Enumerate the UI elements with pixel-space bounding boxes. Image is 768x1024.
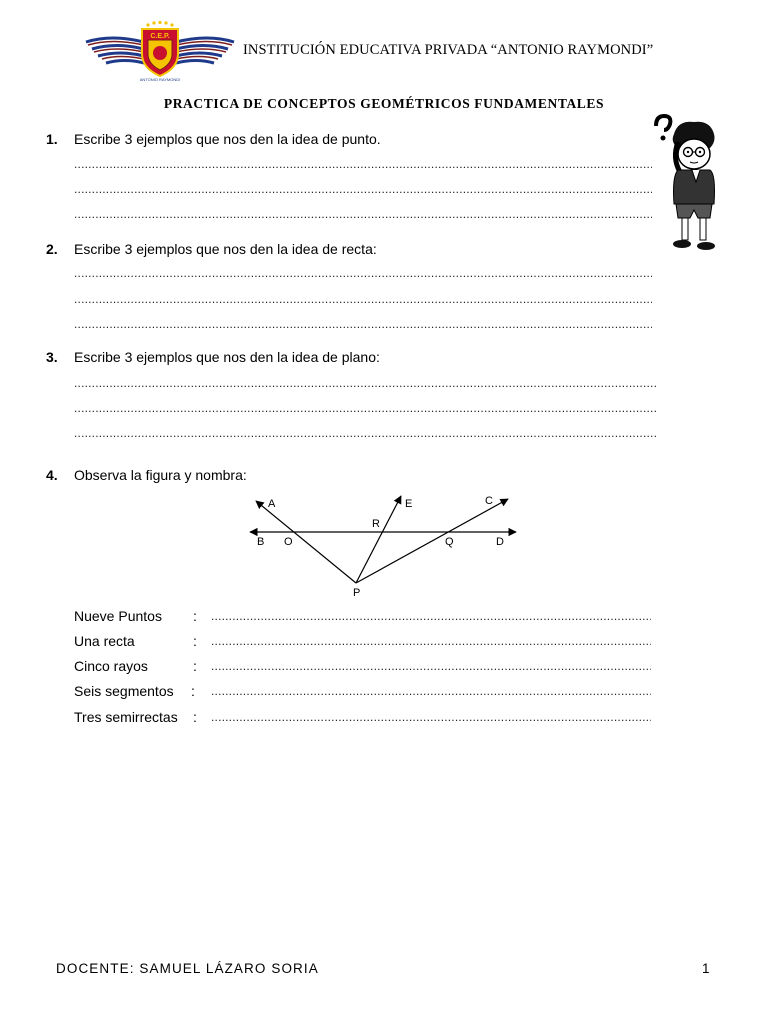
page-number: 1	[702, 961, 710, 976]
teacher-name: DOCENTE: SAMUEL LÁZARO SORIA	[56, 961, 319, 976]
answer-line[interactable]	[74, 266, 652, 280]
geometry-figure	[240, 488, 530, 603]
point-label-e: E	[405, 498, 413, 510]
answer-line[interactable]	[74, 182, 652, 196]
answer-line[interactable]	[74, 157, 652, 171]
answer-label: Tres semirrectas	[74, 709, 178, 725]
question-1-number: 1.	[46, 131, 58, 147]
answer-line[interactable]	[211, 634, 651, 648]
logo-caption: ANTONIO RAYMONDI	[139, 77, 181, 82]
answer-line[interactable]	[74, 426, 656, 440]
page-title: PRACTICA DE CONCEPTOS GEOMÉTRICOS FUNDAMENTALES	[163, 96, 605, 111]
point-label-p: P	[353, 587, 361, 599]
winged-shield-logo-icon	[82, 20, 238, 82]
geometry-figure-svg	[240, 488, 530, 603]
question-2-text: Escribe 3 ejemplos que nos den la idea de recta:	[74, 241, 377, 257]
ray-pc	[356, 499, 508, 583]
answer-line[interactable]	[211, 609, 651, 623]
point-label-r: R	[372, 518, 380, 530]
question-4-text: Observa la figura y nombra:	[74, 467, 247, 483]
answer-label: Cinco rayos	[74, 658, 148, 674]
question-3-number: 3.	[46, 349, 58, 365]
answer-line[interactable]	[74, 317, 652, 331]
answer-label: Una recta	[74, 633, 135, 649]
answer-line[interactable]	[211, 710, 651, 724]
point-label-q: Q	[445, 536, 454, 548]
school-logo	[82, 20, 238, 80]
answer-colon: :	[193, 608, 197, 624]
thinking-boy-illustration	[644, 112, 728, 257]
ray-pa	[256, 501, 356, 583]
answer-colon: :	[193, 633, 197, 649]
logo-text: C.E.P.	[150, 33, 170, 40]
answer-line[interactable]	[211, 684, 651, 698]
question-1-text: Escribe 3 ejemplos que nos den la idea de punto.	[74, 131, 381, 147]
answer-line[interactable]	[74, 207, 652, 221]
point-label-b: B	[257, 536, 265, 548]
answer-colon: :	[193, 709, 197, 725]
point-label-c: C	[485, 495, 493, 507]
answer-line[interactable]	[74, 376, 656, 390]
answer-line[interactable]	[74, 401, 656, 415]
answer-line[interactable]	[74, 292, 652, 306]
answer-line[interactable]	[211, 659, 651, 673]
point-label-o: O	[284, 536, 293, 548]
answer-colon: :	[191, 683, 195, 699]
institution-title: INSTITUCIÓN EDUCATIVA PRIVADA “ANTONIO RAYMONDI”	[243, 42, 654, 58]
answer-label: Nueve Puntos	[74, 608, 162, 624]
question-3-text: Escribe 3 ejemplos que nos den la idea de plano:	[74, 349, 380, 365]
question-4-number: 4.	[46, 467, 58, 483]
point-label-d: D	[496, 536, 504, 548]
answer-colon: :	[193, 658, 197, 674]
question-2-number: 2.	[46, 241, 58, 257]
point-label-a: A	[268, 498, 276, 510]
thinking-boy-icon	[644, 112, 728, 257]
answer-label: Seis segmentos	[74, 683, 174, 699]
